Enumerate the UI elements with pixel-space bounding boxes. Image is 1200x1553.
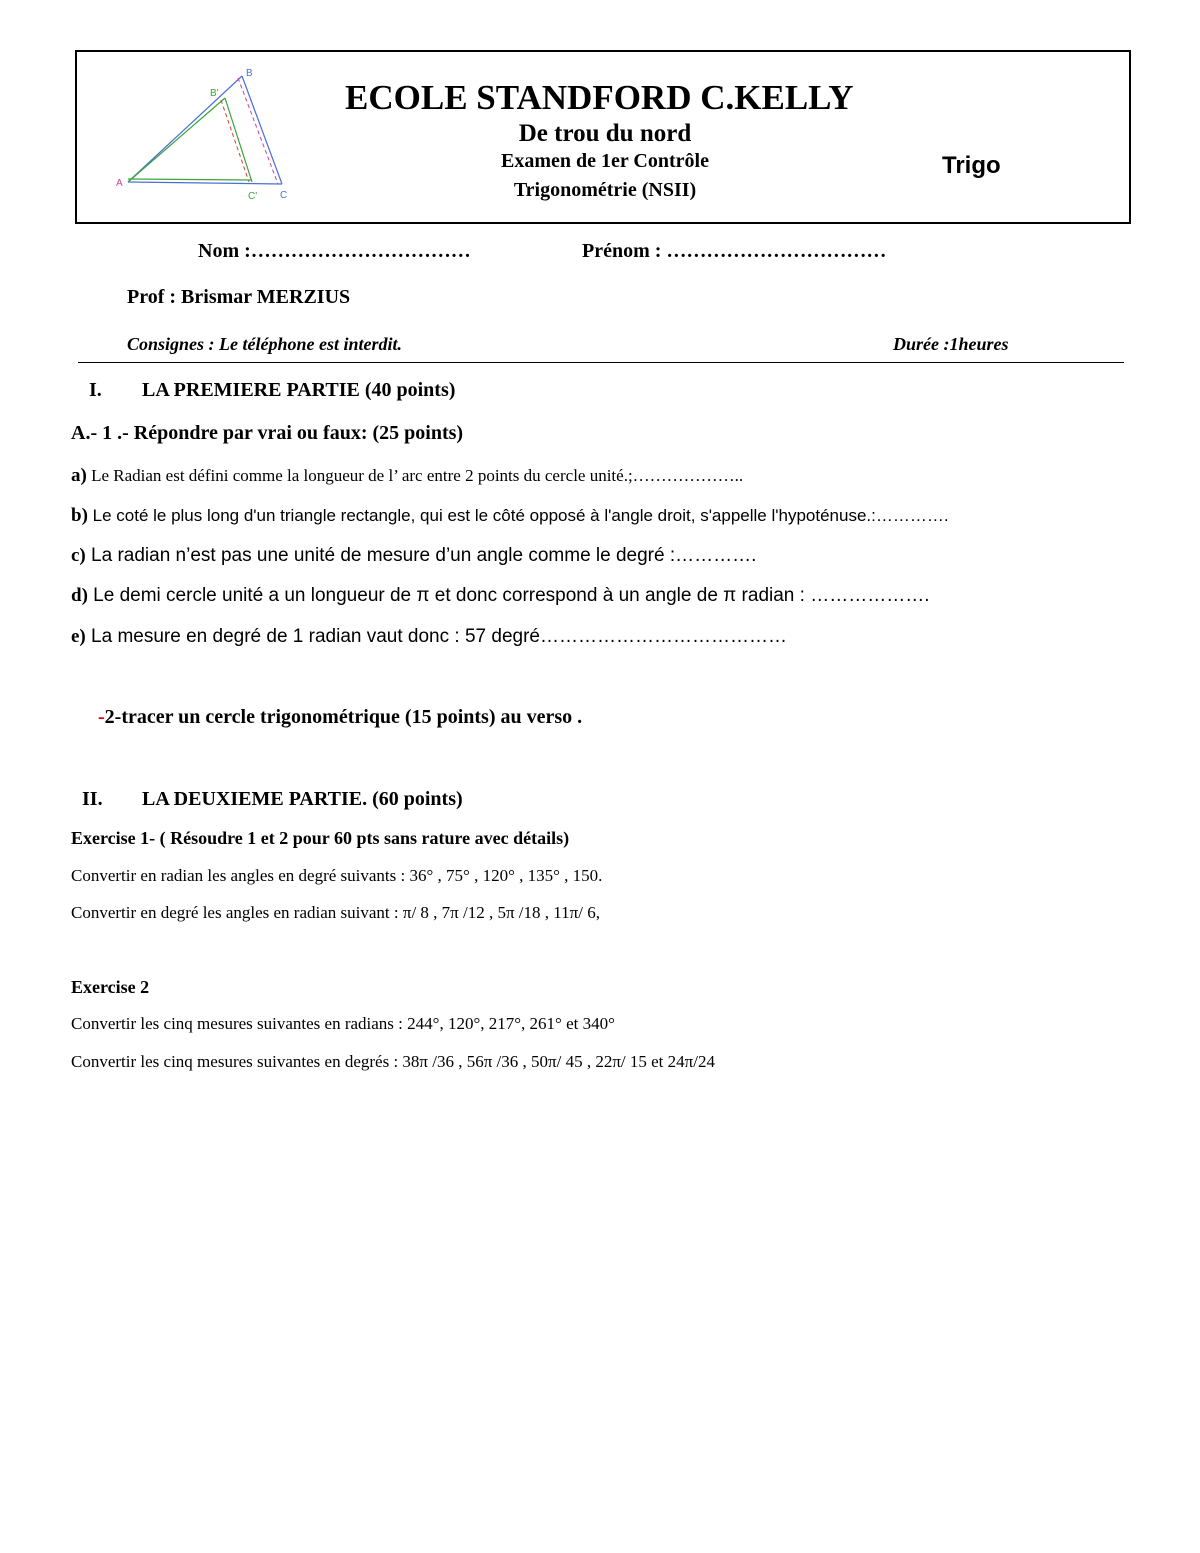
- triangle-side-bc-prime: [225, 98, 252, 182]
- triangle-side-ac-prime: [128, 179, 252, 180]
- triangle-side-ac: [128, 182, 282, 184]
- question-letter: a): [71, 465, 87, 486]
- triangle-side-ab-prime: [128, 98, 225, 182]
- label-c: C: [280, 190, 288, 201]
- triangle-side-ab: [128, 76, 242, 182]
- question-letter: c): [71, 545, 86, 566]
- task-2-dash: -: [98, 706, 105, 728]
- exercise-1-line-1: Convertir en radian les angles en degré suivants : 36° , 75° , 120° , 135° , 150.: [71, 866, 603, 885]
- question-e: [71, 626, 787, 648]
- nom-field[interactable]: Nom :……………………………: [198, 240, 471, 262]
- exercise-1-line-2: Convertir en degré les angles en radian suivant : π/ 8 , 7π /12 , 5π /18 , 11π/ 6,: [71, 903, 600, 922]
- school-name: ECOLE STANDFORD C.KELLY: [345, 78, 854, 117]
- exam-subject: Trigonométrie (NSII): [513, 179, 697, 201]
- question-text: Le coté le plus long d'un triangle rectangle, qui est le côté opposé à l'angle droit, s'appelle l'hypoténuse.:………….: [87, 506, 949, 525]
- task-2: [98, 706, 582, 729]
- label-b-prime: B': [210, 88, 219, 99]
- label-a: A: [116, 178, 123, 189]
- exercise-2-line-1: Convertir les cinq mesures suivantes en radians : 244°, 120°, 217°, 261° et 340°: [71, 1014, 615, 1033]
- part1-number: I.: [89, 379, 102, 401]
- exercise-2-line-2: Convertir les cinq mesures suivantes en degrés : 38π /36 , 56π /36 , 50π/ 45 , 22π/ 15 et 24π/24: [71, 1052, 715, 1071]
- part2-number: II.: [82, 788, 103, 810]
- subject-tag: Trigo: [942, 152, 1001, 179]
- question-text: Le Radian est défini comme la longueur de l’ arc entre 2 points du cercle unité.;………………..: [86, 466, 744, 485]
- part1-subtitle: A.- 1 .- Répondre par vrai ou faux: (25 points): [71, 422, 464, 444]
- question-d: [71, 585, 929, 607]
- exam-title: Examen de 1er Contrôle: [501, 150, 709, 172]
- duree: Durée :1heures: [893, 334, 1009, 354]
- label-b: B: [246, 68, 253, 79]
- school-town: De trou du nord: [518, 120, 692, 147]
- header-divider: [78, 362, 1124, 363]
- triangle-side-bc-prime-dash: [221, 100, 249, 182]
- prof-name: Prof : Brismar MERZIUS: [127, 286, 351, 308]
- question-c: [71, 545, 756, 567]
- question-a: [71, 465, 743, 487]
- question-text: La mesure en degré de 1 radian vaut donc : 57 degré…………………………………: [85, 626, 787, 647]
- question-text: La radian n’est pas une unité de mesure d’un angle comme le degré :………….: [85, 545, 757, 566]
- task-2-text: 2-tracer un cercle trigonométrique (15 points) au verso .: [104, 706, 583, 728]
- question-letter: d): [71, 585, 88, 606]
- label-c-prime: C': [248, 191, 258, 202]
- triangle-figure: [110, 62, 300, 202]
- consignes: Consignes : Le téléphone est interdit.: [127, 334, 403, 354]
- question-b: [71, 505, 949, 527]
- part2-title: LA DEUXIEME PARTIE. (60 points): [142, 788, 463, 810]
- exercise-2-title: Exercise 2: [71, 977, 150, 997]
- prenom-field[interactable]: Prénom : ……………………………: [582, 240, 887, 262]
- question-text: Le demi cercle unité a un longueur de π et donc correspond à un angle de π radian : ……………….: [87, 585, 930, 606]
- question-letter: e): [71, 626, 86, 647]
- exercise-1-title: Exercise 1- ( Résoudre 1 et 2 pour 60 pts sans rature avec détails): [71, 828, 570, 848]
- part1-title: LA PREMIERE PARTIE (40 points): [142, 379, 456, 401]
- question-letter: b): [71, 505, 88, 526]
